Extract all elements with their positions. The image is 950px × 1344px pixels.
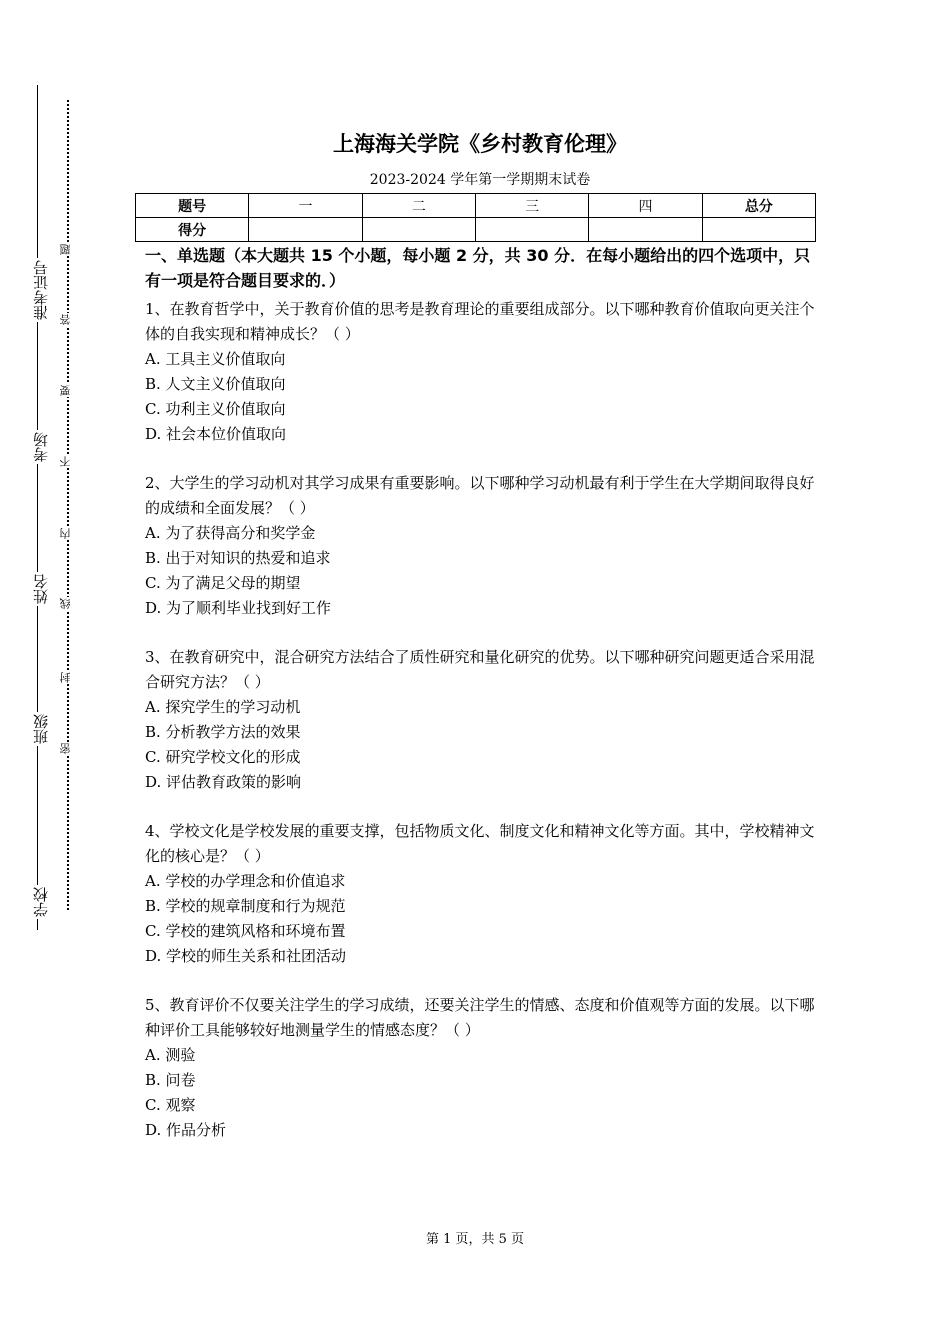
question-stem: 1、在教育哲学中，关于教育价值的思考是教育理论的重要组成部分。以下哪种教育价值取向更关注个体的自我实现和精神成长？（ ） <box>145 300 815 343</box>
question-option: D. 评估教育政策的影响 <box>145 773 302 791</box>
page-footer: 第 1 页，共 5 页 <box>425 1232 525 1247</box>
question-item <box>145 993 815 1143</box>
score-entry-cell[interactable] <box>589 218 702 242</box>
question-option: C. 研究学校文化的形成 <box>145 748 301 766</box>
question-option: A. 为了获得高分和奖学金 <box>145 524 316 542</box>
question-option: A. 学校的办学理念和价值追求 <box>145 872 346 890</box>
score-table-score-row <box>136 218 816 242</box>
question-stem: 4、学校文化是学校发展的重要支撑，包括物质文化、制度文化和精神文化等方面。其中，学校精神文化的核心是？（ ） <box>145 822 815 865</box>
seal-char: 不 <box>60 455 76 468</box>
exam-content <box>145 243 815 1167</box>
question-option: C. 功利主义价值取向 <box>145 400 286 418</box>
exam-subtitle: 2023-2024 学年第一学期期末试卷 <box>369 172 591 188</box>
question-option: C. 学校的建筑风格和环境布置 <box>145 922 346 940</box>
question-option: A. 工具主义价值取向 <box>145 350 286 368</box>
exam-title: 上海海关学院《乡村教育伦理》 <box>333 132 627 156</box>
seal-char: 线 <box>60 597 76 610</box>
seal-dotted-line <box>67 100 69 910</box>
question-item <box>145 645 815 795</box>
question-option: B. 分析教学方法的效果 <box>145 723 301 741</box>
question-option: D. 作品分析 <box>145 1121 227 1139</box>
score-cell-part: 一 <box>249 194 362 218</box>
seal-char: 题 <box>60 243 76 256</box>
seal-char: 内 <box>60 527 76 540</box>
binding-field-exam-room: 考场 <box>32 432 50 462</box>
score-cell-label: 题号 <box>136 194 249 218</box>
binding-field-name: 姓名 <box>32 574 50 604</box>
score-cell-part: 四 <box>589 194 702 218</box>
question-item <box>145 297 815 447</box>
question-option: D. 为了顺利毕业找到好工作 <box>145 599 332 617</box>
question-option: B. 学校的规章制度和行为规范 <box>145 897 346 915</box>
question-option: A. 探究学生的学习动机 <box>145 698 301 716</box>
question-option: A. 测验 <box>145 1046 196 1064</box>
question-option: B. 问卷 <box>145 1071 196 1089</box>
section-heading: 一、单选题（本大题共 15 个小题，每小题 2 分，共 30 分．在每小题给出的四个选项中，只有一项是符合题目要求的．） <box>145 246 811 290</box>
question-stem: 3、在教育研究中，混合研究方法结合了质性研究和量化研究的优势。以下哪种研究问题更适合采用混合研究方法？（ ） <box>145 648 815 691</box>
binding-margin <box>0 0 120 1344</box>
binding-field-class: 班级 <box>32 714 50 744</box>
binding-field-exam-number: 准考证号 <box>32 260 50 320</box>
score-entry-cell[interactable] <box>249 218 362 242</box>
question-option: C. 为了满足父母的期望 <box>145 574 301 592</box>
question-item <box>145 471 815 621</box>
score-table-header-row <box>136 194 816 218</box>
score-cell-part: 三 <box>475 194 588 218</box>
question-stem: 5、教育评价不仅要关注学生的学习成绩，还要关注学生的情感、态度和价值观等方面的发展。以下哪种评价工具能够较好地测量学生的情感态度？（ ） <box>145 996 815 1039</box>
seal-char: 要 <box>60 384 76 397</box>
seal-char: 密 <box>60 742 76 755</box>
score-entry-cell[interactable] <box>475 218 588 242</box>
binding-solid-line <box>37 85 38 930</box>
question-option: D. 学校的师生关系和社团活动 <box>145 947 347 965</box>
binding-field-school: 学校 <box>32 887 50 917</box>
seal-char: 封 <box>60 671 76 684</box>
score-entry-cell[interactable] <box>702 218 815 242</box>
score-cell-part: 二 <box>362 194 475 218</box>
question-option: D. 社会本位价值取向 <box>145 425 287 443</box>
score-cell-total: 总分 <box>702 194 815 218</box>
question-option: B. 人文主义价值取向 <box>145 375 286 393</box>
score-table <box>135 193 816 242</box>
score-entry-cell[interactable] <box>362 218 475 242</box>
question-option: C. 观察 <box>145 1096 196 1114</box>
question-option: B. 出于对知识的热爱和追求 <box>145 549 331 567</box>
question-item <box>145 819 815 969</box>
score-row-label: 得分 <box>136 218 249 242</box>
seal-char: 答 <box>60 313 76 326</box>
question-stem: 2、大学生的学习动机对其学习成果有重要影响。以下哪种学习动机最有利于学生在大学期间取得良好的成绩和全面发展？（ ） <box>145 474 815 517</box>
